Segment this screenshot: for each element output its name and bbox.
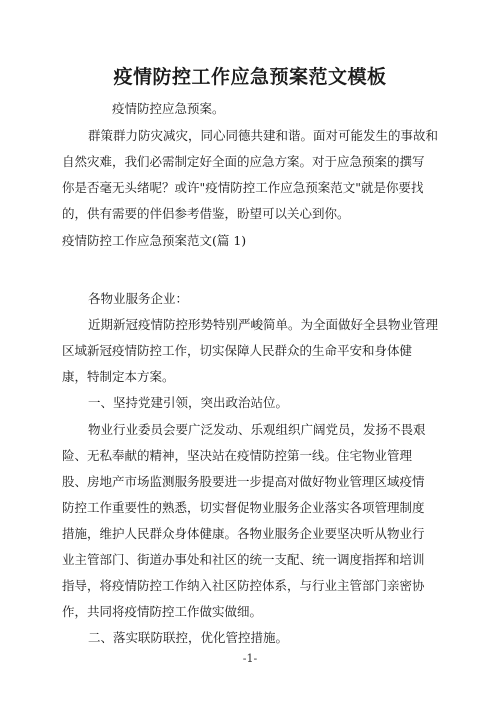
heading-1: 一、坚持党建引领，突出政治站位。 <box>88 395 289 410</box>
section-title: 疫情防控工作应急预案范文(篇 1) <box>62 233 247 248</box>
document-title: 疫情防控工作应急预案范文模板 <box>113 66 387 88</box>
page-number: -1- <box>242 652 258 665</box>
body-2-line-8: 作，共同将疫情防控工作做实做细。 <box>62 604 263 619</box>
body-2-line-7: 指导，将疫情防控工作纳入社区防控体系，与行业主管部门亲密协 <box>62 578 425 593</box>
body-2-line-4: 防控工作重要性的熟悉，切实督促物业服务企业落实各项管理制度 <box>62 500 425 515</box>
body-2-line-6: 业主管部门、街道办事处和社区的统一支配、统一调度指挥和培训 <box>62 552 425 567</box>
intro-line-4: 的，供有需要的伴侣参考借鉴，盼望可以关心到你。 <box>62 206 350 221</box>
salutation: 各物业服务企业： <box>88 291 189 306</box>
body-2-line-5: 措施，维护人民群众身体健康。各物业服务企业要坚决听从物业行 <box>62 526 425 541</box>
body-1-line-1: 近期新冠疫情防控形势特别严峻简单。为全面做好全县物业管理 <box>88 317 439 332</box>
body-2-line-1: 物业行业委员会要广泛发动、乐观组织广阔党员，发扬不畏艰 <box>88 422 426 437</box>
body-2-line-2: 险、无私奉献的精神，坚决站在疫情防控第一线。住宅物业管理 <box>62 448 413 463</box>
intro-heading: 疫情防控应急预案。 <box>112 101 225 116</box>
intro-line-1: 群策群力防灾减灾，同心同德共建和谐。面对可能发生的事故和 <box>88 128 439 143</box>
body-1-line-3: 康，特制定本方案。 <box>62 369 175 384</box>
intro-line-3: 你是否毫无头绪呢？或许"疫情防控工作应急预案范文"就是你要找 <box>62 180 424 195</box>
heading-2: 二、落实联防联控，优化管控措施。 <box>88 630 289 645</box>
intro-line-2: 自然灾难，我们必需制定好全面的应急方案。对于应急预案的撰写 <box>62 154 425 169</box>
body-1-line-2: 区域新冠疫情防控工作，切实保障人民群众的生命平安和身体健 <box>62 343 413 358</box>
body-2-line-3: 股、房地产市场监测服务股要进一步提高对做好物业管理区域疫情 <box>62 474 425 489</box>
